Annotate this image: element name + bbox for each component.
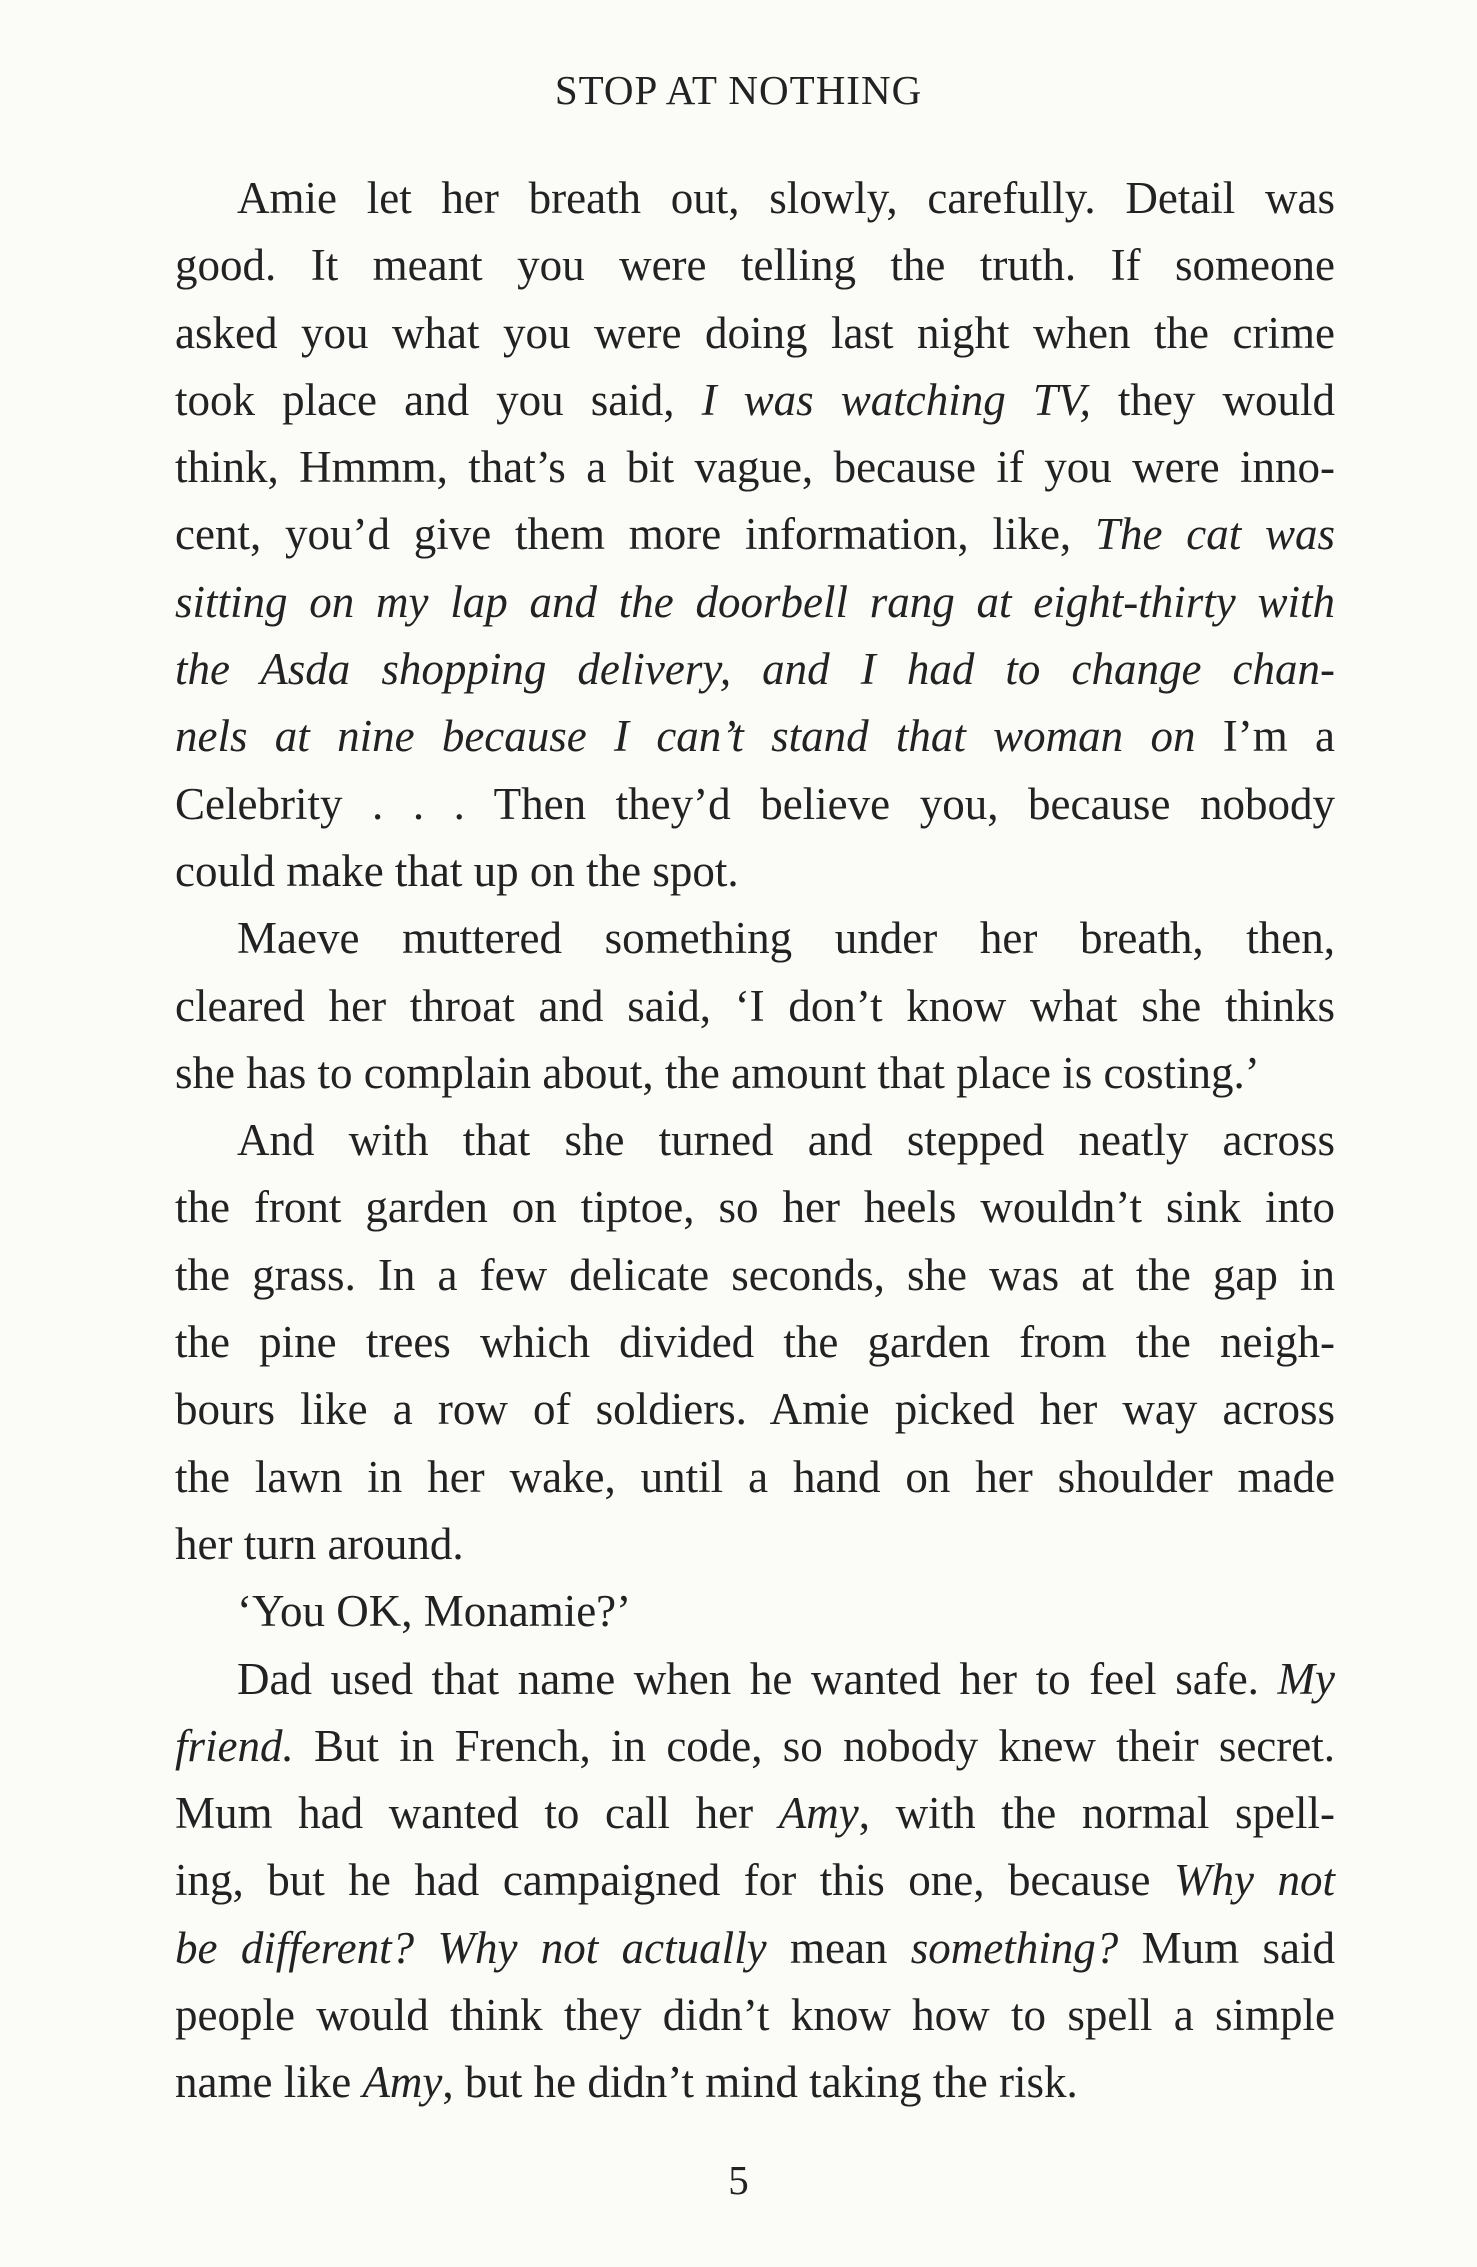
text-line bbox=[175, 1646, 1335, 1713]
text-line bbox=[175, 1107, 1335, 1174]
text-run: the pine trees which divided the garden from the neigh- bbox=[175, 1317, 1335, 1368]
text-line bbox=[175, 2049, 1335, 2116]
paragraph bbox=[175, 1107, 1335, 1578]
text-run: Maeve muttered something under her breath, then, bbox=[237, 913, 1335, 964]
text-line bbox=[175, 1713, 1335, 1780]
italic-run: nels at nine because I can’t stand that woman on bbox=[175, 711, 1196, 762]
text-line bbox=[175, 232, 1335, 299]
italic-run: Amy bbox=[362, 2057, 443, 2108]
text-run: cleared her throat and said, ‘I don’t know what she thinks bbox=[175, 980, 1335, 1031]
italic-run: be different? Why not actually bbox=[175, 1922, 767, 1973]
text-run: Dad used that name when he wanted her to feel safe. bbox=[237, 1653, 1278, 1704]
text-run: took place and you said, bbox=[175, 374, 702, 425]
text-run: I’m a bbox=[1195, 711, 1336, 762]
text-run: , with the normal spell- bbox=[858, 1788, 1335, 1839]
text-run: the lawn in her wake, until a hand on her shoulder made bbox=[175, 1451, 1335, 1502]
text-line bbox=[175, 434, 1335, 501]
text-run: mean bbox=[766, 1922, 911, 1973]
text-line bbox=[175, 1309, 1335, 1376]
text-run: her turn around. bbox=[175, 1518, 464, 1569]
text-run: Amie let her breath out, slowly, carefully. Detail was bbox=[237, 173, 1335, 223]
text-line bbox=[175, 367, 1335, 434]
text-line bbox=[175, 1444, 1335, 1511]
text-run: the front garden on tiptoe, so her heels wouldn’t sink into bbox=[175, 1182, 1335, 1233]
text-run: bours like a row of soldiers. Amie picked her way across bbox=[175, 1384, 1335, 1435]
text-run: she has to complain about, the amount that place is costing.’ bbox=[175, 1047, 1260, 1098]
italic-run: Why not bbox=[1174, 1855, 1335, 1906]
text-line bbox=[175, 1915, 1335, 1982]
text-line bbox=[175, 1511, 1335, 1578]
text-run: asked you what you were doing last night when the crime bbox=[175, 307, 1335, 358]
text-line bbox=[175, 501, 1335, 568]
paragraph bbox=[175, 1646, 1335, 2117]
italic-run: the Asda shopping delivery, and I had to change chan- bbox=[175, 644, 1335, 695]
text-run: cent, you’d give them more information, like, bbox=[175, 509, 1095, 560]
italic-run: I was watching TV, bbox=[701, 374, 1091, 425]
text-line bbox=[175, 1982, 1335, 2049]
paragraph bbox=[175, 905, 1335, 1107]
text-line bbox=[175, 1376, 1335, 1443]
text-line bbox=[175, 1578, 1335, 1645]
paragraph bbox=[175, 1578, 1335, 1645]
italic-run: Amy bbox=[778, 1788, 859, 1839]
paragraph bbox=[175, 165, 1335, 905]
text-run: But in French, in code, so nobody knew their secret. bbox=[293, 1720, 1335, 1771]
text-run: Mum had wanted to call her bbox=[175, 1788, 779, 1839]
text-line bbox=[175, 1242, 1335, 1309]
body-text bbox=[175, 165, 1335, 2117]
text-run: Mum said bbox=[1118, 1922, 1335, 1973]
text-run: think, Hmmm, that’s a bit vague, because if you were inno- bbox=[175, 442, 1335, 493]
text-run: Celebrity . . . Then they’d believe you, because nobody bbox=[175, 778, 1335, 829]
text-run: could make that up on the spot. bbox=[175, 845, 739, 896]
running-head: STOP AT NOTHING bbox=[554, 67, 923, 113]
text-line bbox=[175, 703, 1335, 770]
text-run: good. It meant you were telling the truth. If someone bbox=[175, 240, 1335, 291]
italic-run: sitting on my lap and the doorbell rang at eight-thirty with bbox=[175, 576, 1335, 627]
text-line bbox=[175, 300, 1335, 367]
text-run: name like bbox=[175, 2057, 363, 2108]
page-number: 5 bbox=[728, 2157, 749, 2203]
text-line bbox=[175, 905, 1335, 972]
italic-run: friend. bbox=[175, 1720, 294, 1771]
text-line bbox=[175, 1040, 1335, 1107]
text-run: ‘You OK, Monamie?’ bbox=[237, 1586, 632, 1637]
text-line bbox=[175, 1780, 1335, 1847]
text-line bbox=[175, 771, 1335, 838]
text-line bbox=[175, 1174, 1335, 1241]
text-line bbox=[175, 973, 1335, 1040]
italic-run: My bbox=[1277, 1653, 1335, 1704]
text-line bbox=[175, 569, 1335, 636]
text-line bbox=[175, 165, 1335, 232]
text-line bbox=[175, 838, 1335, 905]
text-run: And with that she turned and stepped neatly across bbox=[237, 1115, 1335, 1166]
text-run: ing, but he had campaigned for this one, because bbox=[175, 1855, 1174, 1906]
italic-run: something? bbox=[910, 1922, 1119, 1973]
text-run: they would bbox=[1090, 374, 1336, 425]
text-run: the grass. In a few delicate seconds, she was at the gap in bbox=[175, 1249, 1335, 1300]
text-run: people would think they didn’t know how to spell a simple bbox=[175, 1990, 1335, 2041]
text-line bbox=[175, 636, 1335, 703]
text-line bbox=[175, 1847, 1335, 1914]
italic-run: The cat was bbox=[1094, 509, 1336, 560]
text-run: , but he didn’t mind taking the risk. bbox=[442, 2057, 1078, 2108]
